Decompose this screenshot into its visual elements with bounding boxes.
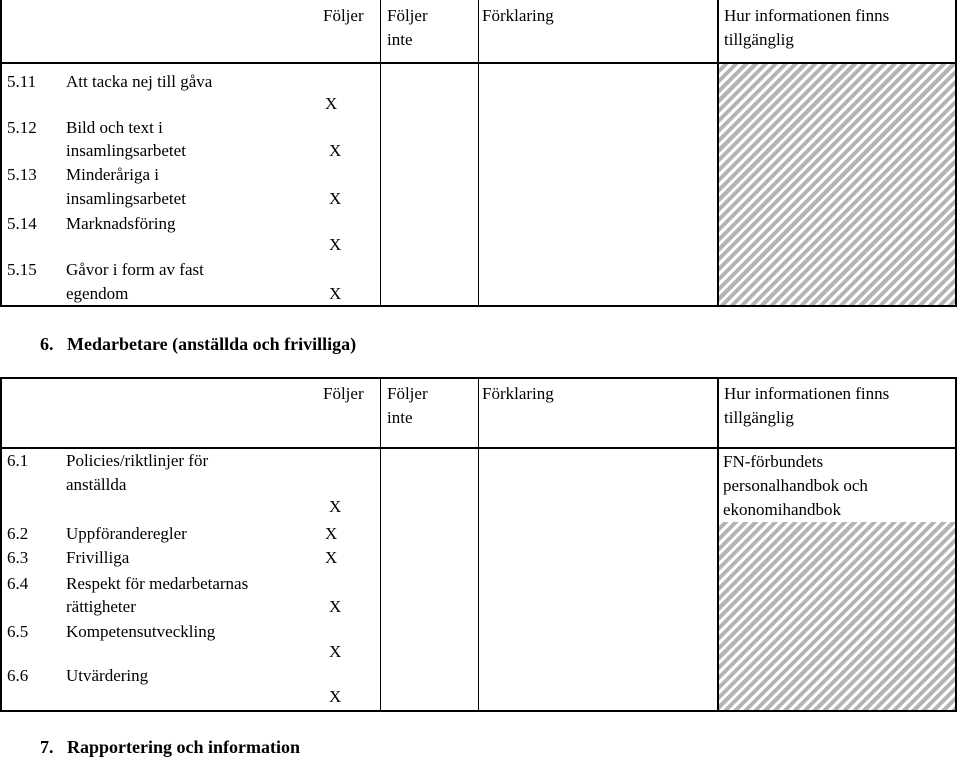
row-mark-foljer: X <box>329 235 342 254</box>
row-number: 6.4 <box>7 574 29 593</box>
row-mark-foljer: X <box>329 687 342 706</box>
row-number: 5.12 <box>7 118 37 137</box>
row-mark-foljer: X <box>329 642 342 661</box>
row-number: 6.5 <box>7 622 29 641</box>
row-number: 5.14 <box>7 214 37 233</box>
info-column-hatched <box>719 64 955 306</box>
row-mark-foljer: X <box>329 189 342 208</box>
row-number: 5.13 <box>7 165 37 184</box>
row-label: Gåvor i form av fast <box>66 260 204 279</box>
row-label: Minderåriga i <box>66 165 159 184</box>
info-text-line2: personalhandbok och <box>723 476 868 495</box>
row-label-line2: insamlingsarbetet <box>66 189 186 208</box>
row-label: Frivilliga <box>66 548 130 567</box>
row-number: 5.11 <box>7 72 37 91</box>
section-7-heading: 7. Rapportering och information <box>40 737 300 757</box>
row-number: 6.6 <box>7 666 29 685</box>
row-number: 6.1 <box>7 451 29 470</box>
header-foljer-inte-line2: inte <box>387 408 413 427</box>
row-mark-foljer: X <box>325 548 338 567</box>
row-number: 6.2 <box>7 524 29 543</box>
info-column-hatched <box>719 522 955 710</box>
row-label: Utvärdering <box>66 666 149 685</box>
row-label: Kompetensutveckling <box>66 622 216 641</box>
header-foljer-inte-line1: Följer <box>387 384 428 403</box>
header-hur-line1: Hur informationen finns <box>724 384 890 403</box>
header-foljer-inte-line1: Följer <box>387 6 428 25</box>
row-number: 6.3 <box>7 548 29 567</box>
header-hur-line2: tillgänglig <box>724 30 794 49</box>
row-label: Uppföranderegler <box>66 524 187 543</box>
header-forklaring: Förklaring <box>482 384 554 403</box>
header-hur-line1: Hur informationen finns <box>724 6 890 25</box>
row-label: Bild och text i <box>66 118 163 137</box>
row-mark-foljer: X <box>325 524 338 543</box>
header-forklaring: Förklaring <box>482 6 554 25</box>
header-foljer: Följer <box>323 6 364 25</box>
row-label: Att tacka nej till gåva <box>66 72 213 91</box>
row-mark-foljer: X <box>325 94 338 113</box>
row-mark-foljer: X <box>329 284 342 303</box>
header-hur-line2: tillgänglig <box>724 408 794 427</box>
row-mark-foljer: X <box>329 141 342 160</box>
row-label: Policies/riktlinjer för <box>66 451 209 470</box>
row-label-line2: anställda <box>66 475 127 494</box>
row-mark-foljer: X <box>329 497 342 516</box>
row-label: Respekt för medarbetarnas <box>66 574 249 593</box>
row-label: Marknadsföring <box>66 214 176 233</box>
row-label-line2: egendom <box>66 284 129 303</box>
header-foljer-inte-line2: inte <box>387 30 413 49</box>
row-label-line2: rättigheter <box>66 597 136 616</box>
header-foljer: Följer <box>323 384 364 403</box>
info-text-line3: ekonomihandbok <box>723 500 842 519</box>
row-mark-foljer: X <box>329 597 342 616</box>
section-6-heading: 6. Medarbetare (anställda och frivilliga) <box>40 334 357 354</box>
info-text-line1: FN-förbundets <box>723 452 824 471</box>
row-label-line2: insamlingsarbetet <box>66 141 186 160</box>
row-number: 5.15 <box>7 260 37 279</box>
